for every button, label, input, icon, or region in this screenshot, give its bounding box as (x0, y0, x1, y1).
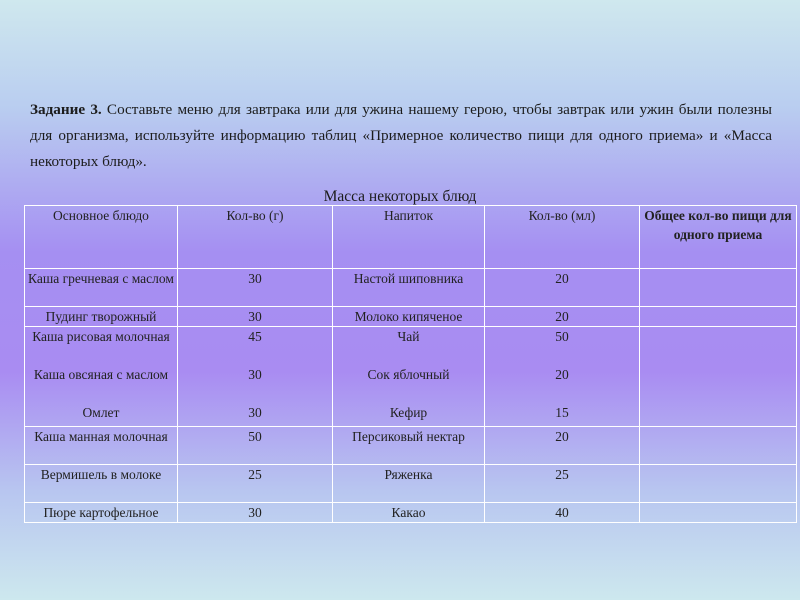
cell-ml: 40 (485, 503, 640, 523)
cell-total (640, 503, 797, 523)
table-row (25, 269, 797, 307)
header-grams: Кол-во (г) (178, 206, 333, 269)
cell-dish: Пюре картофельное (25, 503, 178, 523)
cell-ml: 15 (555, 405, 569, 420)
cell-grams: 30 (248, 367, 262, 382)
table-title: Масса некоторых блюд (323, 188, 477, 205)
cell-drink: Ряженка (333, 465, 485, 503)
cell-total (640, 307, 797, 327)
cell-total (640, 269, 797, 307)
cell-ml: 20 (555, 367, 569, 382)
cell-grams: 30 (178, 307, 333, 327)
task-body: Составьте меню для завтрака или для ужина нашему герою, чтобы завтрак или ужин были полезны для организма, используйте информацию таблиц «Примерное количество пищи для одного приема» и «Масса некоторых блюд». (30, 101, 772, 170)
task-text (30, 97, 772, 175)
cell-dish: Каша гречневая с маслом (25, 269, 178, 307)
cell-dish: Омлет (82, 405, 120, 420)
cell-ml: 20 (485, 269, 640, 307)
cell-total (640, 427, 797, 465)
cell-drink: Кефир (389, 405, 428, 420)
cell-drink: Молоко кипяченое (333, 307, 485, 327)
cell-grams: 30 (178, 269, 333, 307)
dishes-table (24, 205, 797, 523)
table-row (25, 327, 797, 427)
cell-drink: Настой шиповника (333, 269, 485, 307)
cell-grams: 30 (178, 503, 333, 523)
header-drink: Напиток (333, 206, 485, 269)
table-header-row (25, 206, 797, 269)
cell-ml: 20 (485, 307, 640, 327)
table-row (25, 307, 797, 327)
cell-ml: 20 (485, 427, 640, 465)
cell-ml-group (485, 327, 640, 427)
cell-dish: Каша овсяная с маслом (33, 367, 169, 382)
cell-grams: 50 (178, 427, 333, 465)
cell-drink-group (333, 327, 485, 427)
task-label: Задание 3. (30, 101, 102, 118)
table-row (25, 465, 797, 503)
cell-dish: Каша рисовая молочная (32, 329, 170, 344)
cell-grams: 30 (248, 405, 262, 420)
cell-drink: Сок яблочный (367, 367, 450, 382)
cell-dish: Вермишель в молоке (25, 465, 178, 503)
cell-grams-group (178, 327, 333, 427)
cell-dish-group (25, 327, 178, 427)
cell-dish: Пудинг творожный (25, 307, 178, 327)
cell-total (640, 327, 797, 427)
cell-dish: Каша манная молочная (25, 427, 178, 465)
cell-total (640, 465, 797, 503)
cell-drink: Чай (397, 329, 420, 344)
cell-grams: 25 (178, 465, 333, 503)
cell-drink: Персиковый нектар (333, 427, 485, 465)
cell-ml: 50 (555, 329, 569, 344)
cell-ml: 25 (485, 465, 640, 503)
cell-drink: Какао (333, 503, 485, 523)
header-ml: Кол-во (мл) (485, 206, 640, 269)
cell-grams: 45 (248, 329, 262, 344)
table-row (25, 503, 797, 523)
header-total: Общее кол-во пищи для одного приема (640, 206, 797, 269)
table-row (25, 427, 797, 465)
header-dish: Основное блюдо (25, 206, 178, 269)
